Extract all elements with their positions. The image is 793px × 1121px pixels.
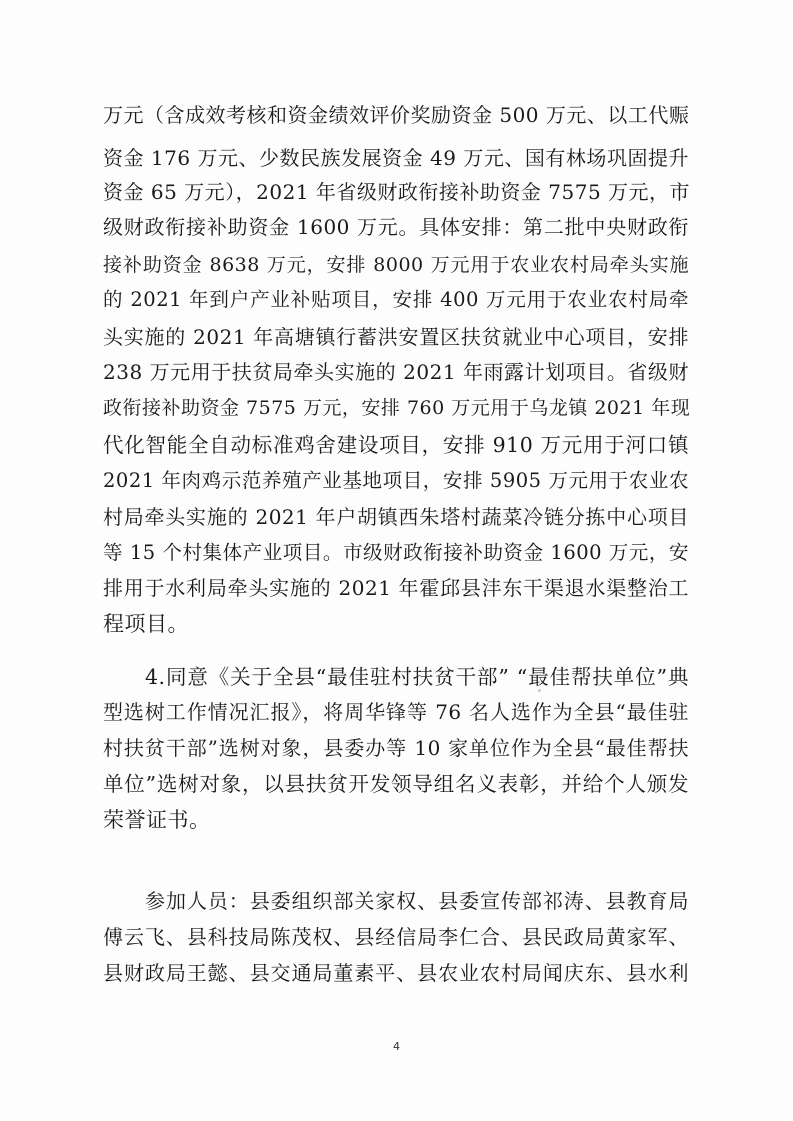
text-line: 荣誉证书。 bbox=[103, 808, 211, 832]
text-line: 2021 年肉鸡示范养殖产业基地项目，安排 5905 万元用于农业农 bbox=[103, 469, 689, 492]
text-line: 万元（含成效考核和资金绩效评价奖励资金 500 万元、以工代赈 bbox=[103, 103, 690, 127]
text-line: 程项目。 bbox=[103, 612, 189, 636]
text-line: 村局牵头实施的 2021 年户胡镇西朱塔村蔬菜冷链分拣中心项目 bbox=[103, 505, 689, 529]
page-number: 4 bbox=[393, 1040, 400, 1053]
text-line: 县财政局王懿、县交通局董素平、县农业农村局闻庆东、县水利 bbox=[103, 961, 689, 985]
text-line: 单位”选树对象，以县扶贫开发领导组名义表彰，并给个人颁发 bbox=[103, 772, 689, 796]
text-line: 参加人员：县委组织部关家权、县委宣传部祁涛、县教育局 bbox=[145, 889, 689, 913]
text-line: 资金 176 万元、少数民族发展资金 49 万元、国有林场巩固提升 bbox=[103, 146, 689, 170]
text-line: 政衔接补助资金 7575 万元，安排 760 万元用于乌龙镇 2021 年现 bbox=[103, 397, 691, 419]
scan-artifact bbox=[538, 689, 541, 692]
text-line: 资金 65 万元），2021 年省级财政衔接补助资金 7575 万元，市 bbox=[103, 180, 691, 204]
text-line: 型选树工作情况汇报》，将周华锋等 76 名人选作为全县“最佳驻 bbox=[103, 700, 689, 724]
text-line: 村扶贫干部”选树对象，县委办等 10 家单位作为全县“最佳帮扶 bbox=[103, 736, 689, 760]
text-line: 等 15 个村集体产业项目。市级财政衔接补助资金 1600 万元，安 bbox=[103, 541, 689, 564]
text-line: 4.同意《关于全县“最佳驻村扶贫干部” “最佳帮扶单位”典 bbox=[145, 665, 689, 689]
text-line: 级财政衔接补助资金 1600 万元。具体安排：第二批中央财政衔 bbox=[103, 215, 689, 239]
text-line: 238 万元用于扶贫局牵头实施的 2021 年雨露计划项目。省级财 bbox=[103, 360, 689, 384]
text-line: 排用于水利局牵头实施的 2021 年霍邱县沣东干渠退水渠整治工 bbox=[103, 576, 689, 600]
text-line: 接补助资金 8638 万元，安排 8000 万元用于农业农村局牵头实施 bbox=[103, 254, 689, 276]
text-line: 代化智能全自动标准鸡舍建设项目，安排 910 万元用于河口镇 bbox=[103, 433, 689, 457]
text-line: 头实施的 2021 年高塘镇行蓄洪安置区扶贫就业中心项目，安排 bbox=[103, 325, 689, 349]
text-line: 傅云飞、县科技局陈茂权、县经信局李仁合、县民政局黄家军、 bbox=[103, 925, 689, 949]
text-line: 的 2021 年到户产业补贴项目，安排 400 万元用于农业农村局牵 bbox=[103, 288, 689, 311]
